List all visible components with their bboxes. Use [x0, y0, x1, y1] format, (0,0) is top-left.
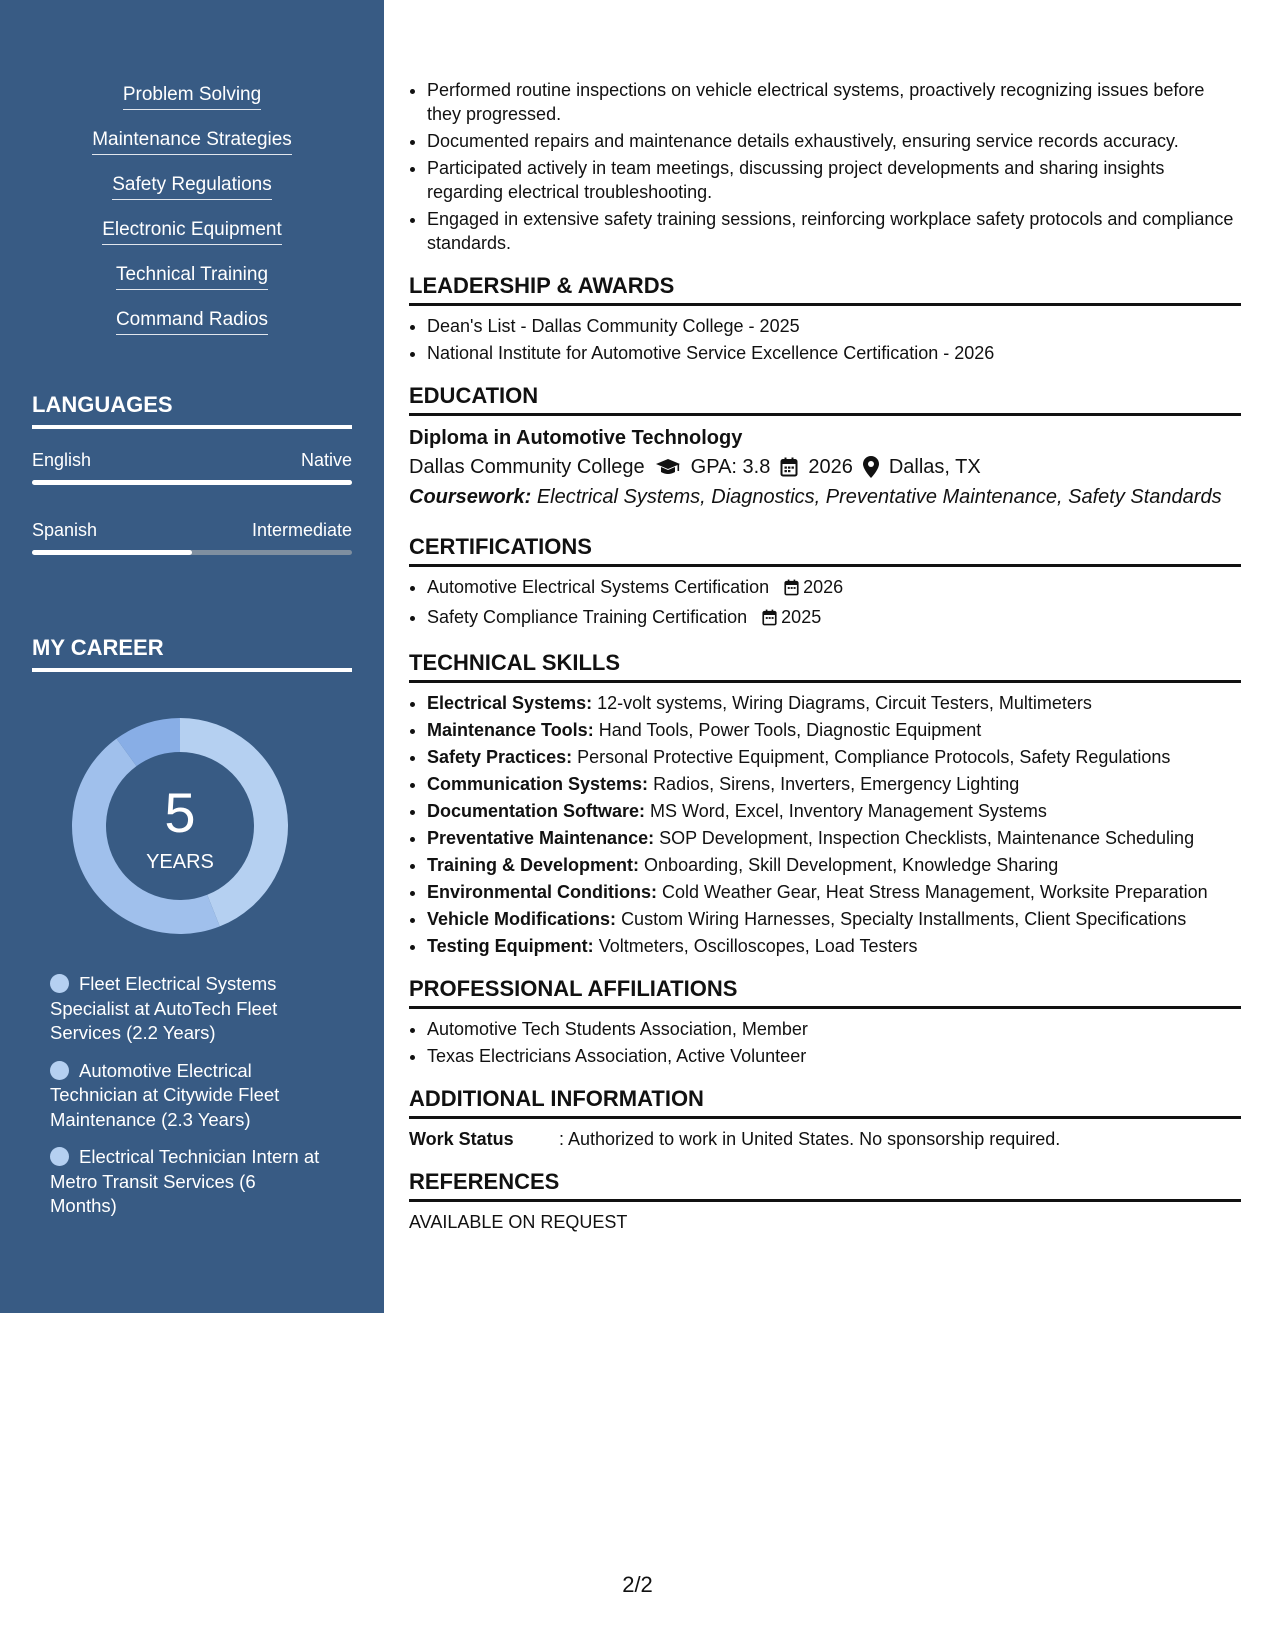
career-item-text: Electrical Technician Intern at Metro Transit Services (6 Months): [50, 1146, 320, 1216]
technical-skills-list: [409, 691, 1241, 958]
coursework-text: Electrical Systems, Diagnostics, Preventative Maintenance, Safety Standards: [536, 486, 1222, 508]
experience-bullet: • Engaged in extensive safety training sessions, reinforcing workplace safety protocols and compliance standards.: [427, 207, 1241, 255]
affiliation-item: • Texas Electricians Association, Active Volunteer: [427, 1044, 1241, 1068]
leadership-heading: LEADERSHIP & AWARDS: [409, 273, 1241, 306]
main-content: [409, 78, 1241, 1234]
technical-skill-label: Testing Equipment:: [427, 936, 594, 956]
experience-bullet: • Performed routine inspections on vehicle electrical systems, proactively recognizing issues before they progressed.: [427, 78, 1241, 126]
technical-skill-value: 12-volt systems, Wiring Diagrams, Circuit Testers, Multimeters: [597, 693, 1092, 713]
education-school: Dallas Community College: [409, 456, 645, 478]
technical-skills-heading: TECHNICAL SKILLS: [409, 650, 1241, 683]
education-gpa: GPA: 3.8: [690, 456, 771, 478]
certification-item: [427, 575, 1241, 602]
career-heading: MY CAREER: [32, 635, 352, 672]
education-degree: Diploma in Automotive Technology: [409, 427, 743, 449]
affiliation-item: • Automotive Tech Students Association, Member: [427, 1017, 1241, 1041]
skill-item: [0, 309, 384, 354]
technical-skill-item: [427, 799, 1241, 823]
technical-skill-value: Personal Protective Equipment, Compliance Protocols, Safety Regulations: [577, 747, 1171, 767]
leadership-item: • National Institute for Automotive Service Excellence Certification - 2026: [427, 341, 1241, 365]
technical-skill-label: Electrical Systems:: [427, 693, 593, 713]
language-level: Native: [300, 450, 352, 470]
skill-label: Electronic Equipment: [102, 219, 282, 245]
skill-label: Maintenance Strategies: [92, 129, 292, 155]
calendar-icon: [762, 608, 777, 632]
career-dot-icon: [50, 974, 69, 993]
experience-bullets: [409, 78, 1241, 255]
leadership-item: • Dean's List - Dallas Community College - 2025: [427, 314, 1241, 338]
career-list: [50, 972, 320, 1232]
career-dot-icon: [50, 1061, 69, 1080]
languages-heading: LANGUAGES: [32, 392, 352, 429]
education-year: 2026: [808, 456, 853, 478]
career-item-text: Fleet Electrical Systems Specialist at AutoTech Fleet Services (2.2 Years): [50, 973, 278, 1043]
career-item-text: Automotive Electrical Technician at Citywide Fleet Maintenance (2.3 Years): [50, 1059, 280, 1130]
skill-item: [0, 84, 384, 129]
technical-skill-label: Training & Development:: [427, 855, 640, 875]
references-text: AVAILABLE ON REQUEST: [409, 1212, 628, 1232]
career-item: [50, 972, 320, 1046]
technical-skill-value: Radios, Sirens, Inverters, Emergency Lighting: [653, 774, 1020, 794]
technical-skill-label: Safety Practices:: [427, 747, 573, 767]
language-bar: [32, 550, 352, 555]
technical-skill-item: [427, 826, 1241, 850]
language-bar: [32, 480, 352, 485]
technical-skill-label: Maintenance Tools:: [427, 720, 594, 740]
skill-item: [0, 219, 384, 264]
additional-info-heading: ADDITIONAL INFORMATION: [409, 1086, 1241, 1119]
career-item: [50, 1145, 320, 1219]
technical-skill-value: Cold Weather Gear, Heat Stress Management, Worksite Preparation: [662, 882, 1208, 902]
work-status-label: Work Status: [409, 1129, 514, 1149]
skill-label: Technical Training: [116, 264, 268, 290]
education-heading: EDUCATION: [409, 383, 1241, 416]
technical-skill-label: Communication Systems:: [427, 774, 649, 794]
technical-skill-item: [427, 907, 1241, 931]
skill-label: Command Radios: [116, 309, 268, 335]
sidebar: [0, 0, 384, 1313]
language-level: Intermediate: [251, 520, 352, 540]
career-dot-icon: [50, 1147, 69, 1166]
technical-skill-item: [427, 718, 1241, 742]
career-donut-chart: [65, 711, 295, 941]
career-item: [50, 1059, 320, 1133]
career-total-number: 5: [164, 781, 196, 844]
technical-skill-label: Preventative Maintenance:: [427, 828, 655, 848]
certification-year: 2026: [803, 577, 844, 597]
education-location: Dallas, TX: [888, 456, 981, 478]
skill-label: Safety Regulations: [112, 174, 272, 200]
certification-item: [427, 605, 1241, 632]
certifications-list: [409, 575, 1241, 632]
technical-skill-label: Environmental Conditions:: [427, 882, 658, 902]
career-donut-segment: [180, 718, 288, 926]
language-spanish: [32, 520, 352, 555]
technical-skill-label: Vehicle Modifications:: [427, 909, 617, 929]
technical-skill-value: SOP Development, Inspection Checklists, Maintenance Scheduling: [659, 828, 1195, 848]
skill-item: [0, 174, 384, 219]
certification-year: 2025: [781, 607, 822, 627]
certifications-heading: CERTIFICATIONS: [409, 534, 1241, 567]
career-total-unit: YEARS: [146, 851, 214, 873]
work-status-value: : Authorized to work in United States. No sponsorship required.: [559, 1129, 1061, 1149]
work-status: [409, 1127, 1241, 1151]
references-heading: REFERENCES: [409, 1169, 1241, 1202]
language-name: Spanish: [32, 520, 98, 540]
technical-skill-item: [427, 691, 1241, 715]
affiliations-heading: PROFESSIONAL AFFILIATIONS: [409, 976, 1241, 1009]
technical-skill-item: [427, 745, 1241, 769]
language-bar-fill: [32, 480, 352, 485]
skill-item: [0, 129, 384, 174]
calendar-icon: [780, 457, 798, 477]
certification-name: Automotive Electrical Systems Certification: [427, 577, 770, 597]
map-pin-icon: [863, 456, 879, 478]
experience-bullet: • Documented repairs and maintenance details exhaustively, ensuring service records accuracy.: [427, 129, 1241, 153]
calendar-icon: [784, 578, 799, 602]
technical-skill-value: Onboarding, Skill Development, Knowledge Sharing: [644, 855, 1059, 875]
skill-label: Problem Solving: [123, 84, 261, 110]
technical-skill-item: [427, 853, 1241, 877]
technical-skill-value: Voltmeters, Oscilloscopes, Load Testers: [598, 936, 918, 956]
career-donut-segment: [72, 739, 220, 934]
skill-item: [0, 264, 384, 309]
technical-skill-value: Custom Wiring Harnesses, Specialty Installments, Client Specifications: [621, 909, 1187, 929]
language-name: English: [32, 450, 92, 470]
coursework-label: Coursework:: [409, 486, 532, 508]
language-english: [32, 450, 352, 485]
technical-skill-value: MS Word, Excel, Inventory Management Systems: [650, 801, 1047, 821]
experience-bullet: • Participated actively in team meetings, discussing project developments and sharing insights regarding electrical troubleshooting.: [427, 156, 1241, 204]
skills-list: [0, 84, 384, 354]
technical-skill-item: [427, 772, 1241, 796]
language-bar-fill: [32, 550, 192, 555]
graduation-cap-icon: [655, 458, 681, 476]
affiliations-list: [409, 1017, 1241, 1068]
technical-skill-value: Hand Tools, Power Tools, Diagnostic Equipment: [598, 720, 982, 740]
page-number: 2/2: [622, 1572, 653, 1597]
technical-skill-item: [427, 880, 1241, 904]
education-coursework: [409, 482, 1241, 512]
certification-name: Safety Compliance Training Certification: [427, 607, 748, 627]
education-details: [409, 452, 1241, 482]
technical-skill-item: [427, 934, 1241, 958]
technical-skill-label: Documentation Software:: [427, 801, 646, 821]
leadership-list: [409, 314, 1241, 365]
